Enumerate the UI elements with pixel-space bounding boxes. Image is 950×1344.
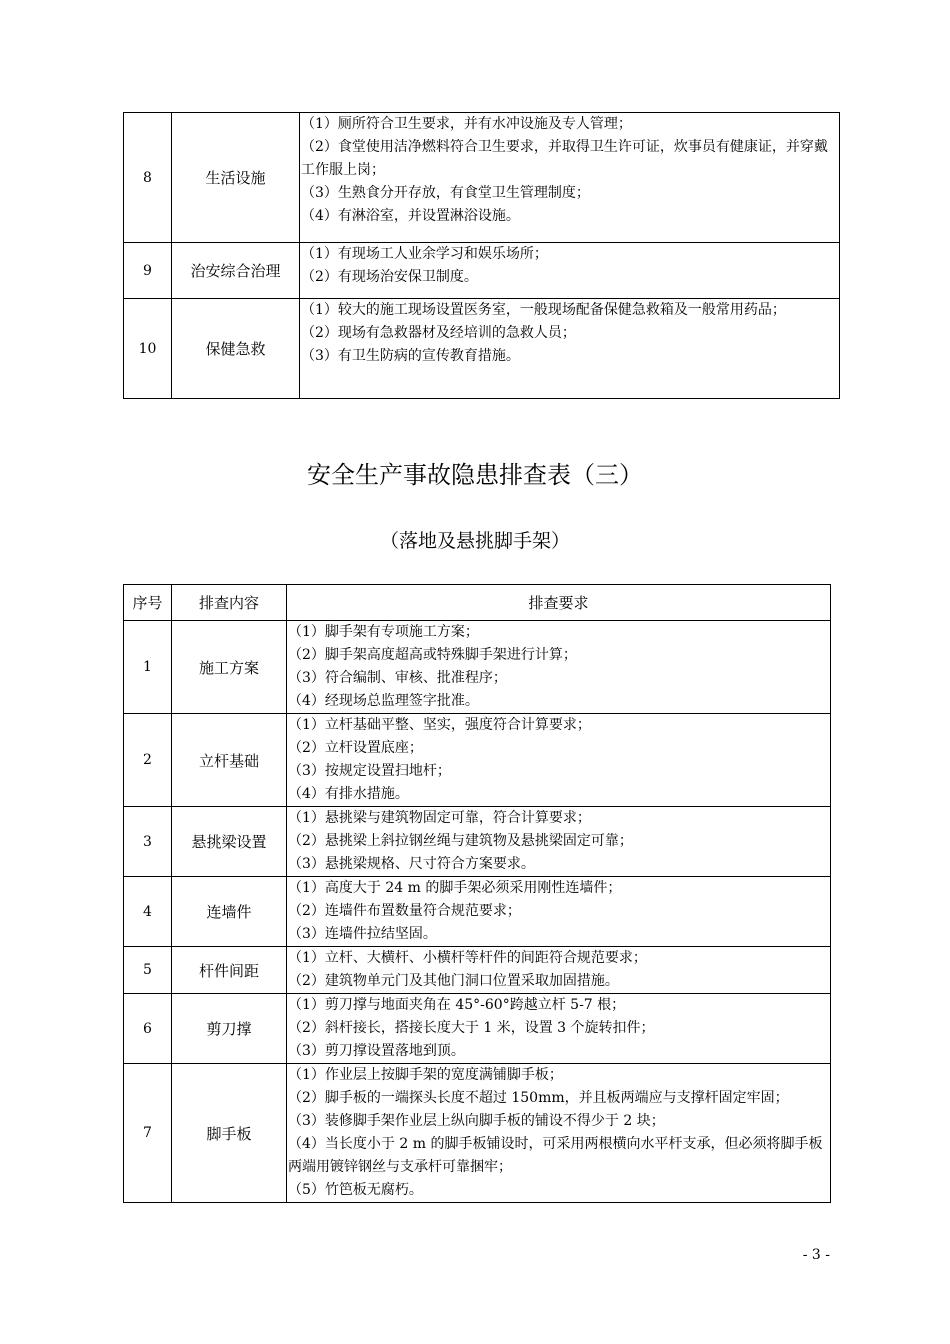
row-number: 1 <box>124 621 172 714</box>
inspection-item: 剪刀撑 <box>172 994 287 1064</box>
requirement-line: （2）斜杆接长，搭接长度大于 1 米，设置 3 个旋转扣件； <box>288 1020 655 1036</box>
requirements-cell <box>287 1064 831 1203</box>
requirement-line: （1）立杆、大横杆、小横杆等杆件的间距符合规范要求； <box>288 950 647 966</box>
hazard-table-continued <box>123 112 840 399</box>
requirement-line: （2）立杆设置底座； <box>288 740 423 756</box>
page-number: - 3 - <box>802 1247 830 1263</box>
requirement-line: （1）立杆基础平整、坚实，强度符合计算要求； <box>288 717 591 733</box>
table-row <box>124 299 840 399</box>
requirement-line: （1）脚手架有专项施工方案； <box>288 624 479 640</box>
row-number: 9 <box>124 243 172 299</box>
requirement-line: （1）有现场工人业余学习和娱乐场所； <box>301 246 548 262</box>
requirement-line: （1）作业层上按脚手架的宽度满铺脚手板； <box>288 1067 563 1083</box>
requirement-line: （3）符合编制、审核、批准程序； <box>288 670 507 686</box>
inspection-item: 治安综合治理 <box>172 243 300 299</box>
header-no: 序号 <box>124 585 172 621</box>
requirement-line: （3）按规定设置扫地杆； <box>288 763 451 779</box>
row-number: 6 <box>124 994 172 1064</box>
table-row <box>124 947 831 994</box>
row-number: 3 <box>124 807 172 877</box>
requirements-cell <box>287 714 831 807</box>
table-row <box>124 621 831 714</box>
requirement-line: （1）高度大于 24 m 的脚手架必须采用刚性连墙件； <box>288 880 622 896</box>
requirement-line: （5）竹笆板无腐朽。 <box>288 1182 423 1198</box>
row-number: 10 <box>124 299 172 399</box>
requirements-cell <box>287 947 831 994</box>
requirement-line: （2）连墙件布置数量符合规范要求； <box>288 903 521 919</box>
requirements-cell <box>287 807 831 877</box>
page-subtitle: （落地及悬挑脚手架） <box>379 530 570 552</box>
table-row <box>124 113 840 243</box>
row-number: 7 <box>124 1064 172 1203</box>
page-title: 安全生产事故隐患排查表（三） <box>307 461 643 489</box>
scaffold-hazard-table <box>123 584 831 1203</box>
inspection-item: 保健急救 <box>172 299 300 399</box>
row-number: 2 <box>124 714 172 807</box>
requirements-cell <box>300 113 840 243</box>
inspection-item: 悬挑梁设置 <box>172 807 287 877</box>
requirement-line: （1）剪刀撑与地面夹角在 45°-60°跨越立杆 5-7 根； <box>288 997 626 1013</box>
header-item: 排查内容 <box>172 585 287 621</box>
requirements-cell <box>287 621 831 714</box>
requirement-line: （3）装修脚手架作业层上纵向脚手板的铺设不得少于 2 块； <box>288 1113 665 1129</box>
row-number: 4 <box>124 877 172 947</box>
requirement-line: （2）脚手板的一端探头长度不超过 150mm，并且板两端应与支撑杆固定牢固； <box>288 1090 789 1106</box>
requirement-line: （1）厕所符合卫生要求，并有水冲设施及专人管理； <box>301 116 632 132</box>
table-row <box>124 807 831 877</box>
requirement-line: （2）食堂使用洁净燃料符合卫生要求，并取得卫生许可证，炊事员有健康证，并穿戴工作服上岗； <box>301 139 828 178</box>
table-row <box>124 994 831 1064</box>
requirement-line: （4）有排水措施。 <box>288 786 409 802</box>
requirement-line: （3）连墙件拉结坚固。 <box>288 926 437 942</box>
table-row <box>124 243 840 299</box>
inspection-item: 连墙件 <box>172 877 287 947</box>
table-row <box>124 877 831 947</box>
requirement-line: （2）建筑物单元门及其他门洞口位置采取加固措施。 <box>288 973 619 989</box>
requirement-line: （1）较大的施工现场设置医务室，一般现场配备保健急救箱及一般常用药品； <box>301 302 786 318</box>
requirement-line: （2）悬挑梁上斜拉钢丝绳与建筑物及悬挑梁固定可靠； <box>288 833 633 849</box>
requirement-line: （4）当长度小于 2 m 的脚手板铺设时，可采用两根横向水平杆支承，但必须将脚手板两端用镀锌钢丝与支承杆可靠捆牢； <box>288 1136 823 1175</box>
requirements-cell <box>300 243 840 299</box>
header-requirements: 排查要求 <box>287 585 831 621</box>
requirement-line: （2）有现场治安保卫制度。 <box>301 269 478 285</box>
table-header-row <box>124 585 831 621</box>
inspection-item: 生活设施 <box>172 113 300 243</box>
requirement-line: （3）有卫生防病的宣传教育措施。 <box>301 348 520 364</box>
row-number: 5 <box>124 947 172 994</box>
table-row <box>124 714 831 807</box>
requirement-line: （3）生熟食分开存放，有食堂卫生管理制度； <box>301 185 590 201</box>
inspection-item: 施工方案 <box>172 621 287 714</box>
inspection-item: 杆件间距 <box>172 947 287 994</box>
requirements-cell <box>287 877 831 947</box>
requirement-line: （3）悬挑梁规格、尺寸符合方案要求。 <box>288 856 535 872</box>
inspection-item: 立杆基础 <box>172 714 287 807</box>
requirements-cell <box>287 994 831 1064</box>
requirement-line: （2）脚手架高度超高或特殊脚手架进行计算； <box>288 647 577 663</box>
requirement-line: （1）悬挑梁与建筑物固定可靠，符合计算要求； <box>288 810 591 826</box>
requirements-cell <box>300 299 840 399</box>
requirement-line: （4）经现场总监理签字批准。 <box>288 693 479 709</box>
row-number: 8 <box>124 113 172 243</box>
requirement-line: （2）现场有急救器材及经培训的急救人员； <box>301 325 576 341</box>
requirement-line: （3）剪刀撑设置落地到顶。 <box>288 1043 465 1059</box>
table-row <box>124 1064 831 1203</box>
inspection-item: 脚手板 <box>172 1064 287 1203</box>
requirement-line: （4）有淋浴室，并设置淋浴设施。 <box>301 208 520 224</box>
